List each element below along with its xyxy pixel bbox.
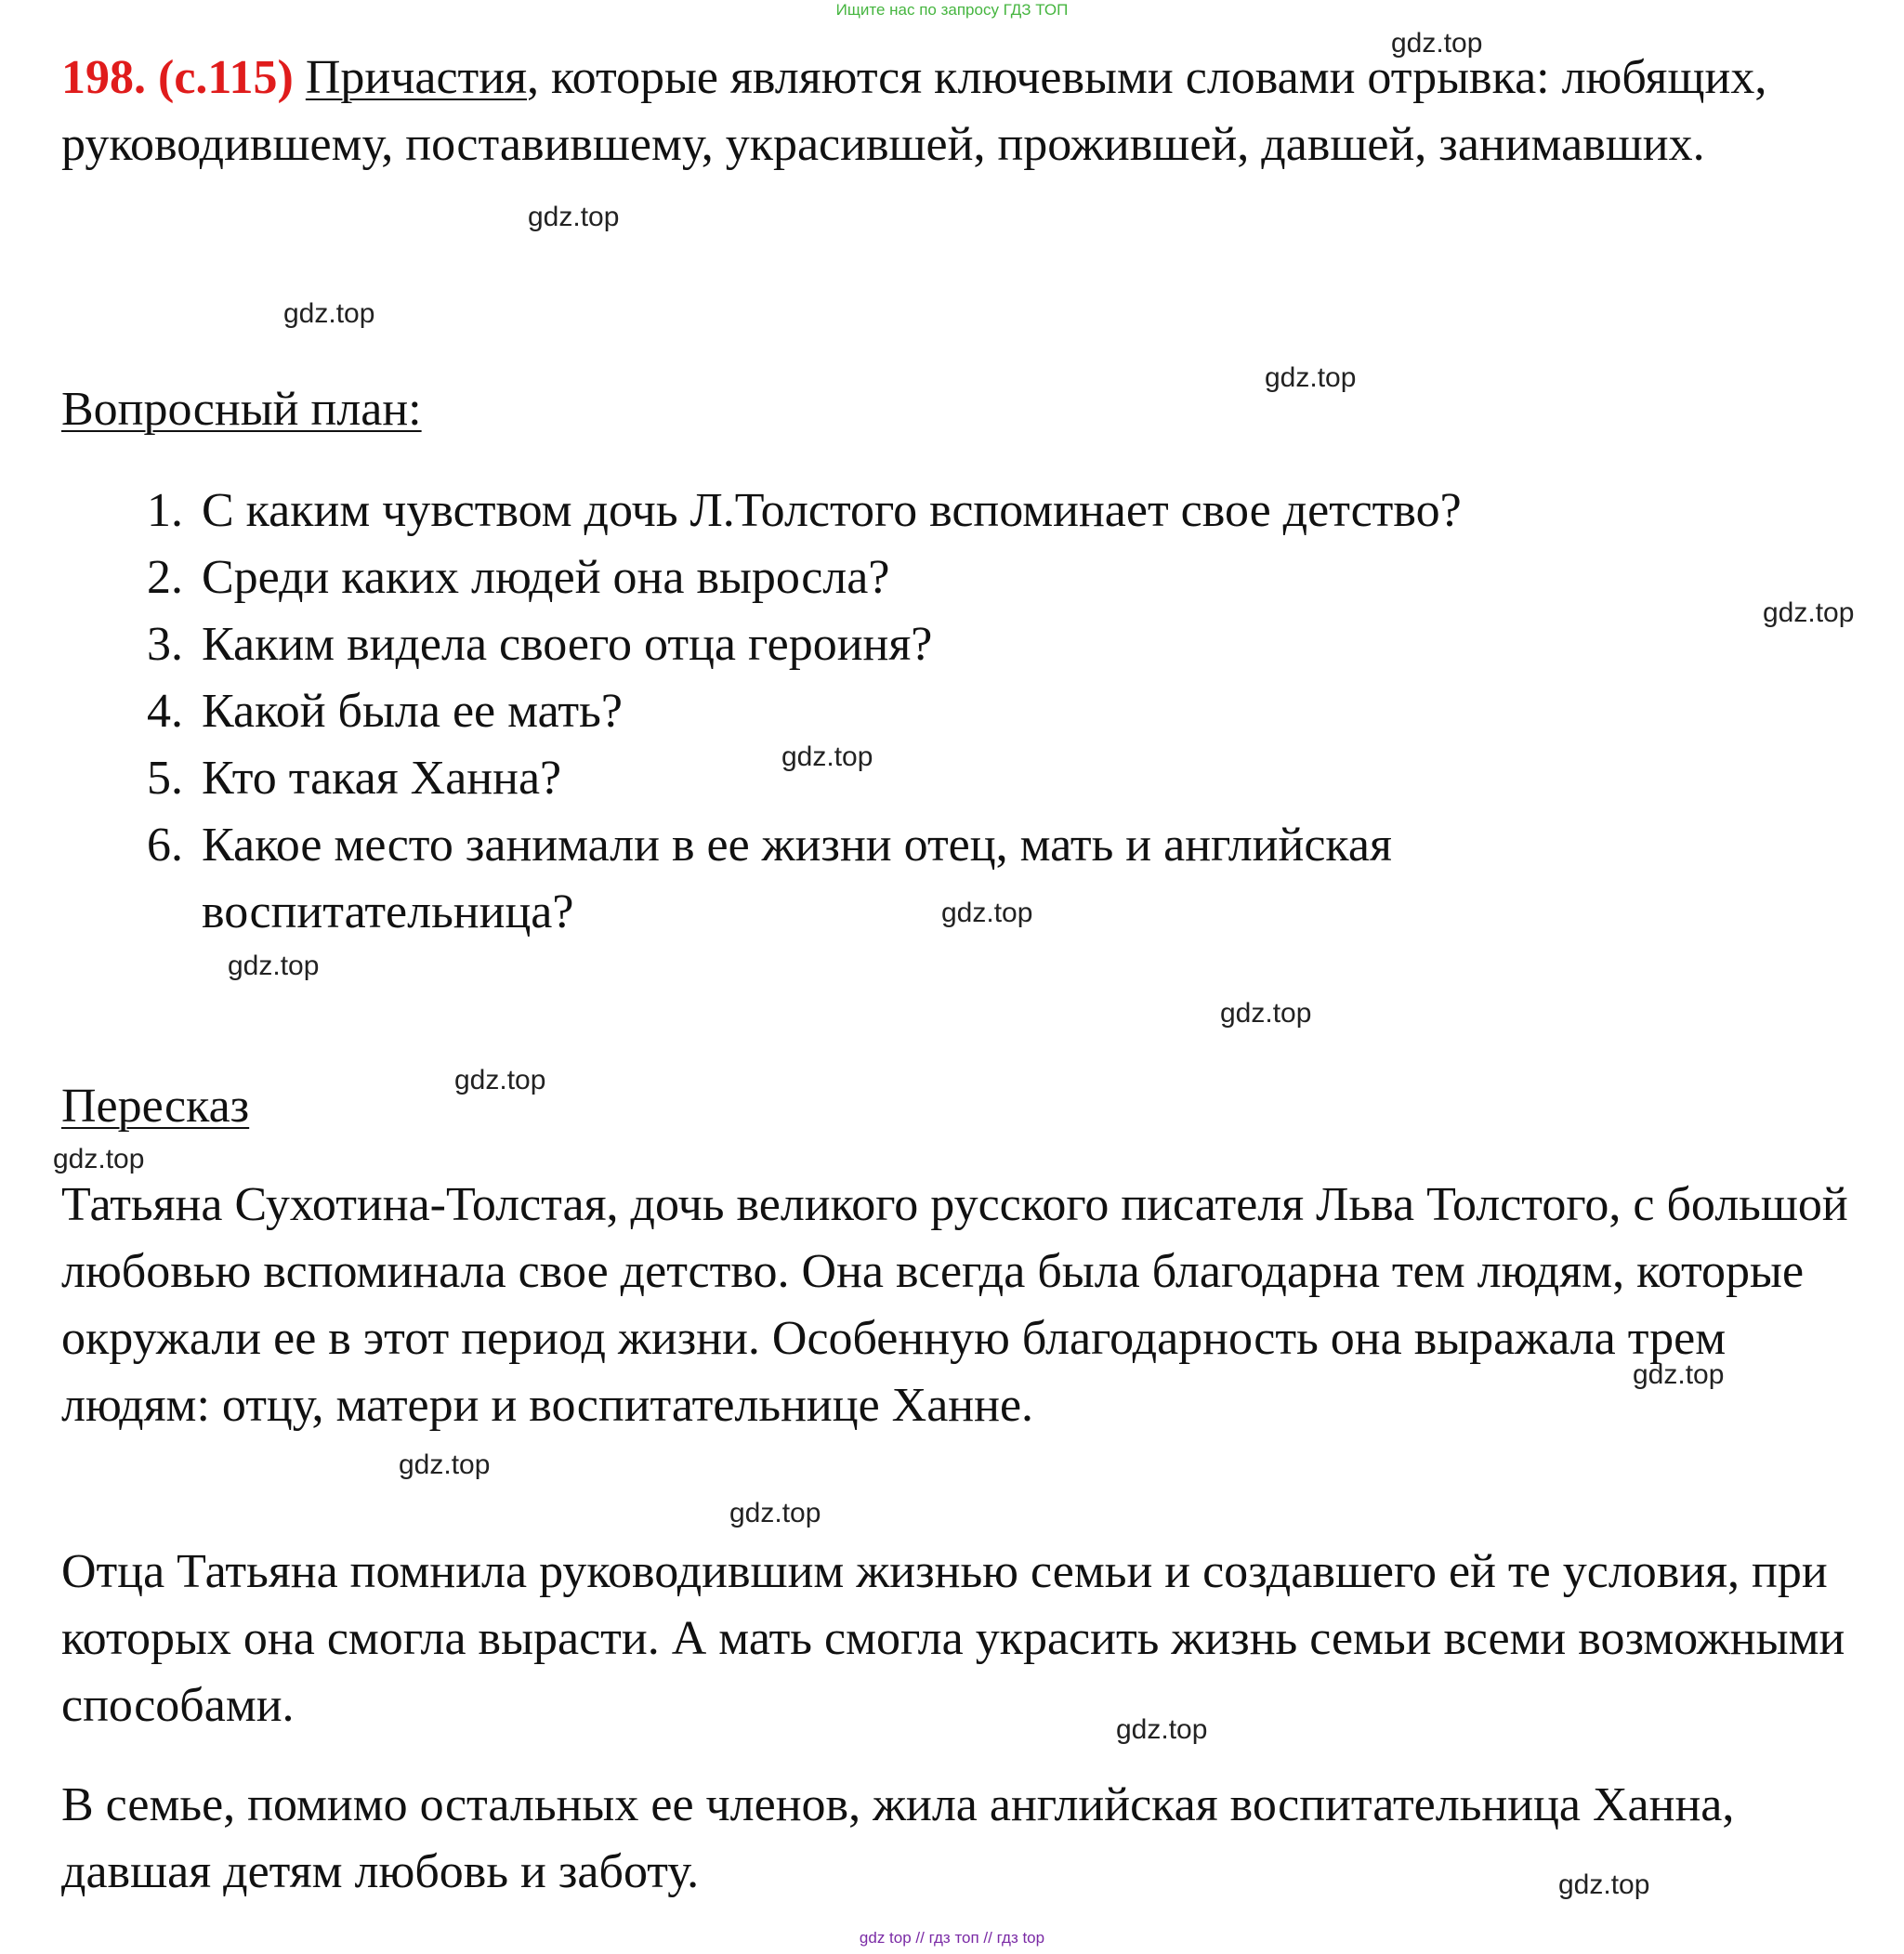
watermark: gdz.top	[399, 1449, 491, 1480]
task-number: 198. (с.115)	[61, 51, 294, 104]
watermark: gdz.top	[1391, 28, 1483, 59]
watermark: gdz.top	[941, 898, 1033, 928]
task-text: , которые являются ключевыми словами отрывка: любящих, руководившему, поставившему, украсившей, прожившей, давшей, занимавших.	[61, 51, 1767, 171]
plan-item	[61, 478, 1827, 544]
retelling-paragraph-3: В семье, помимо остальных ее членов, жила английская воспитательница Ханна, давшая детям любовь и заботу.	[61, 1778, 1735, 1898]
plan-item	[61, 678, 1827, 745]
plan-item-text: С каким чувством дочь Л.Толстого вспоминает свое детство?	[202, 484, 1462, 537]
watermark: gdz.top	[1220, 998, 1312, 1029]
plan-item-number: 3.	[147, 618, 183, 671]
watermark: gdz.top	[1763, 597, 1855, 628]
watermark: gdz.top	[283, 298, 375, 329]
retelling-paragraph-1: Татьяна Сухотина-Толстая, дочь великого русского писателя Льва Толстого, с большой любовью вспоминала свое детство. Она всегда была благодарна тем людям, которые окружали ее в этот период жизни. Особенную благодарность она выражала трем людям: отцу, матери и воспитательнице Ханне.	[61, 1178, 1848, 1432]
watermark: gdz.top	[228, 951, 320, 981]
top-banner[interactable]: Ищите нас по запросу ГДЗ ТОП	[835, 1, 1069, 19]
plan-item-number: 5.	[147, 752, 183, 805]
plan-item-number: 2.	[147, 551, 183, 604]
watermark: gdz.top	[1116, 1714, 1208, 1745]
plan-item-number: 1.	[147, 484, 183, 537]
watermark: gdz.top	[1633, 1359, 1725, 1390]
watermark: gdz.top	[781, 741, 873, 772]
retelling-title: Пересказ	[61, 1080, 250, 1133]
plan-title: Вопросный план:	[61, 383, 422, 436]
plan-item-text: Какое место занимали в ее жизни отец, мать и английская воспитательница?	[202, 819, 1392, 938]
plan-item-number: 6.	[147, 819, 183, 872]
plan-item-text: Какой была ее мать?	[202, 685, 623, 738]
task-keyword: Причастия	[305, 51, 528, 104]
watermark: gdz.top	[53, 1144, 145, 1174]
plan-item-text: Кто такая Ханна?	[202, 752, 562, 805]
watermark: gdz.top	[528, 202, 620, 232]
bottom-banner[interactable]: gdz top // гдз топ // гдз top	[859, 1929, 1045, 1947]
watermark: gdz.top	[1558, 1869, 1650, 1900]
plan-item	[61, 745, 1827, 812]
plan-item	[61, 544, 1827, 611]
retelling-paragraph-2: Отца Татьяна помнила руководившим жизнью семьи и создавшего ей те условия, при которых она смогла вырасти. А мать смогла украсить жизнь семьи всеми возможными способами.	[61, 1545, 1845, 1732]
plan-item-number: 4.	[147, 685, 183, 738]
plan-item	[61, 611, 1827, 678]
plan-list	[61, 478, 1827, 946]
watermark: gdz.top	[1265, 362, 1357, 393]
watermark: gdz.top	[729, 1498, 821, 1528]
watermark: gdz.top	[454, 1065, 546, 1095]
task-heading	[61, 45, 1883, 178]
plan-item-text: Каким видела своего отца героиня?	[202, 618, 933, 671]
plan-item-text: Среди каких людей она выросла?	[202, 551, 890, 604]
